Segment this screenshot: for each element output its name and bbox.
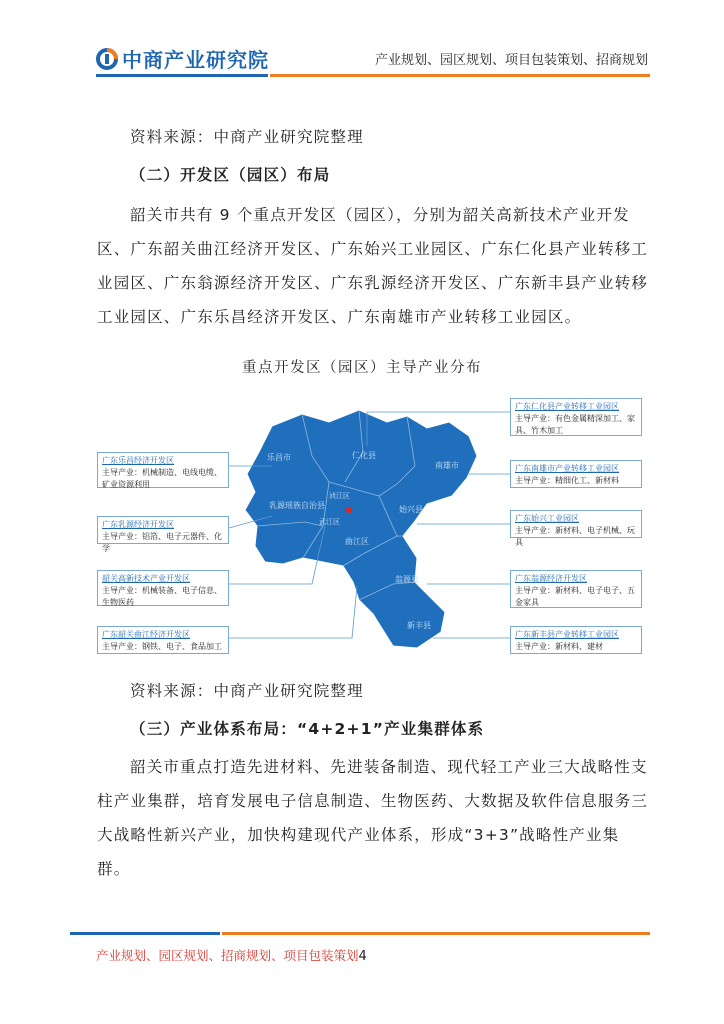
- park-industry: 主导产业：新材料、建材: [515, 642, 603, 651]
- park-name: 广东乳源经济开发区: [102, 520, 174, 529]
- page-footer: [96, 946, 367, 964]
- section-heading-2: （二）开发区（园区）布局: [130, 166, 331, 184]
- section-heading-3: （三）产业体系布局：“4+2+1”产业集群体系: [130, 720, 485, 738]
- source-note-2: 资料来源：中商产业研究院整理: [130, 682, 364, 700]
- region-label: 乳源瑶族自治县: [269, 501, 325, 510]
- header-tagline: 产业规划、园区规划、项目包装策划、招商规划: [374, 53, 648, 68]
- footer-divider-blue: [70, 932, 220, 935]
- park-name: 韶关高新技术产业开发区: [102, 574, 190, 583]
- park-box-renhua: [510, 398, 642, 436]
- region-label: 新丰县: [407, 621, 431, 630]
- header-divider-orange: [270, 74, 650, 77]
- source-note-1: 资料来源：中商产业研究院整理: [130, 128, 364, 146]
- park-name: 广东乐昌经济开发区: [102, 456, 174, 465]
- footer-divider-orange: [222, 932, 650, 935]
- logo-text: 中商产业研究院: [122, 48, 269, 72]
- region-label: 翁源县: [395, 575, 419, 584]
- paragraph-industry-system: 韶关市重点打造先进材料、先进装备制造、现代轻工产业三大战略性支柱产业集群，培育发展电子信息制造、生物医药、大数据及软件信息服务三大战略性新兴产业，加快构建现代产业体系，形成“3+3”战略性产业集群。: [97, 758, 649, 878]
- park-name: 广东南雄市产业转移工业园区: [515, 464, 619, 473]
- park-box-hightech: [97, 570, 229, 606]
- region-label: 仁化县: [352, 451, 376, 460]
- logo-icon: [96, 48, 118, 70]
- region-label: 乐昌市: [267, 453, 291, 462]
- park-industry: 主导产业：新材料、电子电子、五金家具: [515, 586, 635, 607]
- park-box-lechang: [97, 452, 229, 488]
- figure-caption: 重点开发区（园区）主导产业分布: [242, 360, 482, 376]
- region-label: 南雄市: [435, 461, 459, 470]
- park-distribution-map: [97, 386, 642, 666]
- park-box-qujiang: [97, 626, 229, 654]
- park-industry: 主导产业：精细化工、新材料: [515, 476, 619, 485]
- park-industry: 主导产业：新材料、电子机械、玩具: [515, 526, 635, 547]
- region-label: 浈江区: [329, 492, 350, 500]
- region-label: 曲江区: [345, 537, 369, 546]
- page-header: [0, 0, 724, 90]
- park-name: 广东翁源经济开发区: [515, 574, 587, 583]
- park-box-xinfeng: [510, 626, 642, 654]
- region-label: 武江区: [319, 518, 340, 526]
- park-box-wengyuan: [510, 570, 642, 608]
- park-industry: 主导产业：机械装备、电子信息、生物医药: [102, 586, 222, 607]
- header-divider-blue: [96, 74, 268, 77]
- page-number: 4: [358, 949, 367, 964]
- park-box-nanxiong: [510, 460, 642, 488]
- shaoguan-map-shape: [245, 410, 477, 648]
- paragraph-development-zones: 韶关市共有 9 个重点开发区（园区），分别为韶关高新技术产业开发区、广东韶关曲江经济开发区、广东始兴工业园区、广东仁化县产业转移工业园区、广东翁源经济开发区、广东乳源经济开发区、广东新丰县产业转移工业园区、广东乐昌经济开发区、广东南雄市产业转移工业园区。: [97, 206, 649, 326]
- park-industry: 主导产业：铝箔、电子元器件、化学: [102, 532, 222, 553]
- park-name: 广东韶关曲江经济开发区: [102, 630, 190, 639]
- logo: [96, 44, 269, 73]
- city-center-marker: [346, 507, 352, 513]
- park-box-shixing: [510, 510, 642, 547]
- park-name: 广东仁化县产业转移工业园区: [515, 402, 619, 411]
- park-box-ruyuan: [97, 516, 229, 553]
- park-industry: 主导产业：钢铁、电子、食品加工: [102, 642, 222, 651]
- footer-tagline: 产业规划、园区规划、招商规划、项目包装策划: [96, 948, 359, 963]
- region-label: 始兴县: [399, 505, 423, 514]
- park-name: 广东始兴工业园区: [515, 514, 579, 523]
- park-name: 广东新丰县产业转移工业园区: [515, 630, 619, 639]
- park-industry: 主导产业：机械制造、电线电缆、矿业资源利用: [102, 468, 222, 489]
- park-industry: 主导产业：有色金属精深加工、家具、竹木加工: [515, 414, 635, 435]
